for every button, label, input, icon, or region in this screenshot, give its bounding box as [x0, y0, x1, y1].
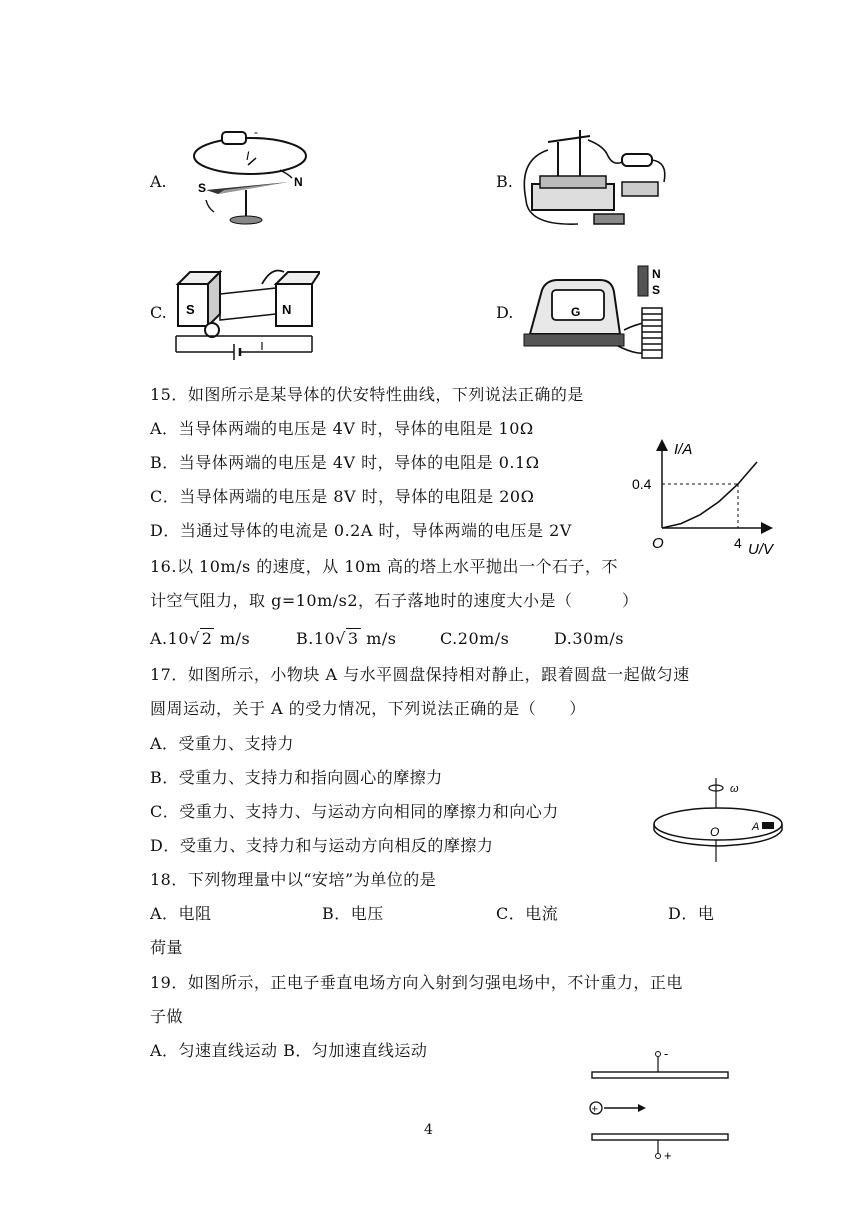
q18-option-a: A．电阻 — [150, 904, 212, 923]
q17-option-c: C．受重力、支持力、与运动方向相同的摩擦力和向心力 — [150, 802, 559, 821]
q14-option-d-label: D. — [496, 303, 514, 322]
svg-text:S: S — [198, 181, 207, 195]
q17-option-b: B．受重力、支持力和指向圆心的摩擦力 — [150, 768, 443, 787]
q16-option-c: C.20m/s — [440, 629, 510, 648]
svg-text:-: - — [254, 125, 258, 139]
figure-a-oersted — [188, 120, 313, 232]
q18-option-c: C．电流 — [496, 904, 559, 923]
q16-option-d: D.30m/s — [554, 629, 624, 648]
battery-icon — [222, 132, 246, 144]
sqrt-symbol: √ 2 — [189, 629, 213, 648]
q17-stem-line1: 17．如图所示，小物块 A 与水平圆盘保持相对静止，跟着圆盘一起做匀速 — [150, 665, 690, 684]
q16-stem-line1: 16.以 10m/s 的速度，从 10m 高的塔上水平抛出一个石子，不 — [150, 557, 618, 576]
svg-text:S: S — [652, 283, 661, 297]
q17-option-d: D．受重力、支持力和与运动方向相反的摩擦力 — [150, 836, 494, 855]
q14-option-b-label: B. — [496, 172, 513, 191]
q16-option-a: A.10√ 2 m/s — [150, 629, 251, 648]
q16-stem-line2: 计空气阻力，取 g=10m/s2，石子落地时的速度大小是（ ） — [150, 591, 639, 610]
q18-option-d: D．电 — [668, 904, 715, 923]
q19-stem-line2: 子做 — [150, 1007, 184, 1026]
svg-text:N: N — [282, 302, 292, 317]
svg-text:A: A — [752, 821, 760, 833]
svg-text:N: N — [294, 175, 303, 189]
block-icon — [762, 822, 774, 829]
bottom-plate — [592, 1134, 728, 1140]
y-axis-label: I/A — [674, 441, 693, 458]
iv-curve — [662, 462, 757, 528]
figure-d-induction — [518, 260, 676, 366]
figure-b-apparatus — [518, 120, 670, 232]
svg-text:I: I — [246, 149, 250, 163]
svg-text:G: G — [571, 305, 581, 319]
q15-stem: 15．如图所示是某导体的伏安特性曲线，下列说法正确的是 — [150, 385, 584, 404]
page-number: 4 — [424, 1122, 433, 1138]
figure-rotating-disc — [652, 770, 792, 870]
q15-option-b: B．当导体两端的电压是 4V 时，导体的电阻是 0.1Ω — [150, 453, 540, 472]
arrow-right-icon — [638, 1104, 646, 1112]
q17-stem-line2: 圆周运动，关于 A 的受力情况，下列说法正确的是（ ） — [150, 699, 586, 718]
q15-option-a: A．当导体两端的电压是 4V 时，导体的电阻是 10Ω — [150, 419, 534, 438]
coil-icon — [642, 308, 662, 358]
q18-stem: 18．下列物理量中以“安培”为单位的是 — [150, 870, 437, 889]
q19-options-ab: A．匀速直线运动 B．匀加速直线运动 — [150, 1041, 428, 1060]
figure-c-motor — [172, 258, 320, 366]
svg-text:S: S — [186, 302, 195, 317]
q15-option-d: D．当通过导体的电流是 0.2A 时，导体两端的电压是 2V — [150, 521, 572, 540]
origin-label: O — [652, 535, 664, 552]
magnet-icon — [638, 266, 648, 296]
svg-text:ω: ω — [730, 783, 739, 795]
svg-text:N: N — [652, 267, 661, 281]
svg-text:O: O — [710, 825, 720, 839]
sqrt-symbol: √ 3 — [335, 629, 359, 648]
svg-text:+: + — [591, 1103, 598, 1116]
q15-option-c: C．当导体两端的电压是 8V 时，导体的电阻是 20Ω — [150, 487, 535, 506]
iv-chart — [630, 436, 790, 564]
q16-option-b: B.10√ 3 m/s — [296, 629, 397, 648]
svg-text:-: - — [664, 1048, 669, 1061]
q14-option-a-label: A. — [150, 172, 167, 191]
top-plate — [592, 1072, 728, 1078]
q17-option-a: A．受重力、支持力 — [150, 734, 295, 753]
x-axis-label: U/V — [748, 541, 774, 558]
q19-stem-line1: 19．如图所示，正电子垂直电场方向入射到匀强电场中，不计重力，正电 — [150, 973, 683, 992]
q18-option-d-cont: 荷量 — [150, 938, 184, 957]
y-tick-label: 0.4 — [632, 476, 652, 492]
q18-option-b: B．电压 — [322, 904, 384, 923]
x-tick-label: 4 — [734, 535, 742, 551]
figure-electric-field — [586, 1048, 736, 1164]
svg-text:+: + — [664, 1148, 672, 1163]
q14-option-c-label: C. — [150, 303, 167, 322]
switch-icon — [622, 182, 658, 196]
battery-icon — [622, 154, 652, 166]
